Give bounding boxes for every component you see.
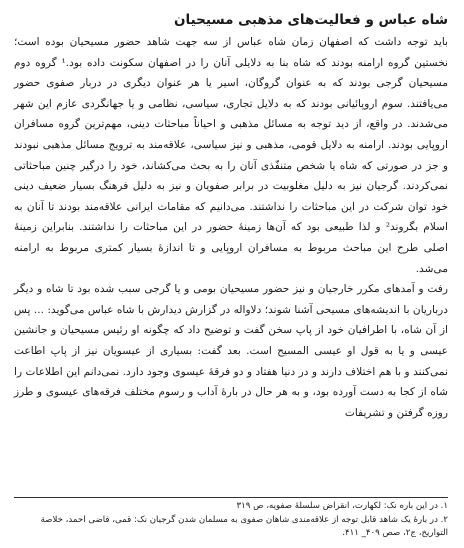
body-paragraph-2: رفت و آمدهای مکرر خارجیان و نیز حضور مسیحیان بومی و یا گرجی سبب شده بود تا شاه و دیگر درباریان با اندیشه‌های مسیحی آشنا شوند؛ دلاواله در گزارش دیدارش با شاه عباس می‌گوید: ... پس از آن شاه، با اطرافیان خود از پاپ سخن گفت و توضیح داد که چگونه او رئیس مسیحیان و جانشین عیسی و یا به قول او عیسی المسیح است. بعد گفت: بسیاری از عیسویان نیز از پاپ اطاعت نمی‌کنند و با هم اختلاف دارند و در دنیا هفتاد و دو فرقهٔ عیسوی وجود دارد. نمی‌دانم این اطلاعات را شاه از کجا به دست آورده بود، و به هر حال در بارهٔ آداب و رسوم مختلف فرقه‌های عیسوی و طرز روزه گرفتن و تشریفات <box>14 283 449 419</box>
footnote-1: ۱. در این باره نک: لکهارت، انقراض سلسلهٔ صفویه، ص ۳۱۹ <box>236 501 448 511</box>
footnotes <box>14 497 448 541</box>
footnote-2: ۲. در بارهٔ یک شاهد قابل توجه از علاقه‌مندی شاهان صفوی به مسلمان شدن گرجیان نک: قمی، قاضی احمد، خلاصة التواریخ، ج۲، صص ۴۰۹_ ۴۱۱. <box>40 514 448 538</box>
section-title: شاه عباس و فعالیت‌های مذهبی مسیحیان <box>174 12 448 28</box>
body-paragraph-1: باید توجه داشت که اصفهان زمان شاه عباس از سه جهت شاهد حضور مسیحیان بوده است؛ نخستین گروه ارامنه بودند که شاه بنا به دلایلی آنان را در اصفهان سکونت داده بود.¹ گروه دوم مسیحیان گرجی بودند که به عنوان گروگان، اسیر یا هر عنوان دیگری در دربار صفوی حضور می‌یافتند. سوم اروپائیانی بودند که به دلایل تجاری، سیاسی، نظامی و یا جهانگردی عازم این شهر می‌شدند. در واقع، از دید توجه به مسائل مذهبی و احیاناً مباحثات دینی، مهم‌ترین گروه مسافران اروپایی بودند. ارامنه به دلایل قومی، مذهبی و نیز سیاسی، علاقه‌مند به ترویج مسائل مذهبی نبودند و جز در صورتی که شاه یا شخص متنفّذی آنان را به بحث می‌کشاند، خود را درگیر چنین مباحثاتی نمی‌کردند. گرجیان نیز به دلیل مغلوبیت در برابر صفویان و نیز به دلیل فرهنگ بسیار ضعیف دینی خود توان شرکت در این مباحثات را نداشتند. می‌دانیم که مقامات ایرانی علاقه‌مند بودند تا آنان به اسلام بگروند² و لذا طبیعی بود که آن‌ها زمینهٔ حضور در این مباحثات را نداشتند. بنابراین زمینهٔ اصلی طرح این مباحث مربوط به مسافران اروپایی و تا اندازهٔ بسیار کمتری مربوط به ارامنه می‌شد. <box>14 36 448 275</box>
